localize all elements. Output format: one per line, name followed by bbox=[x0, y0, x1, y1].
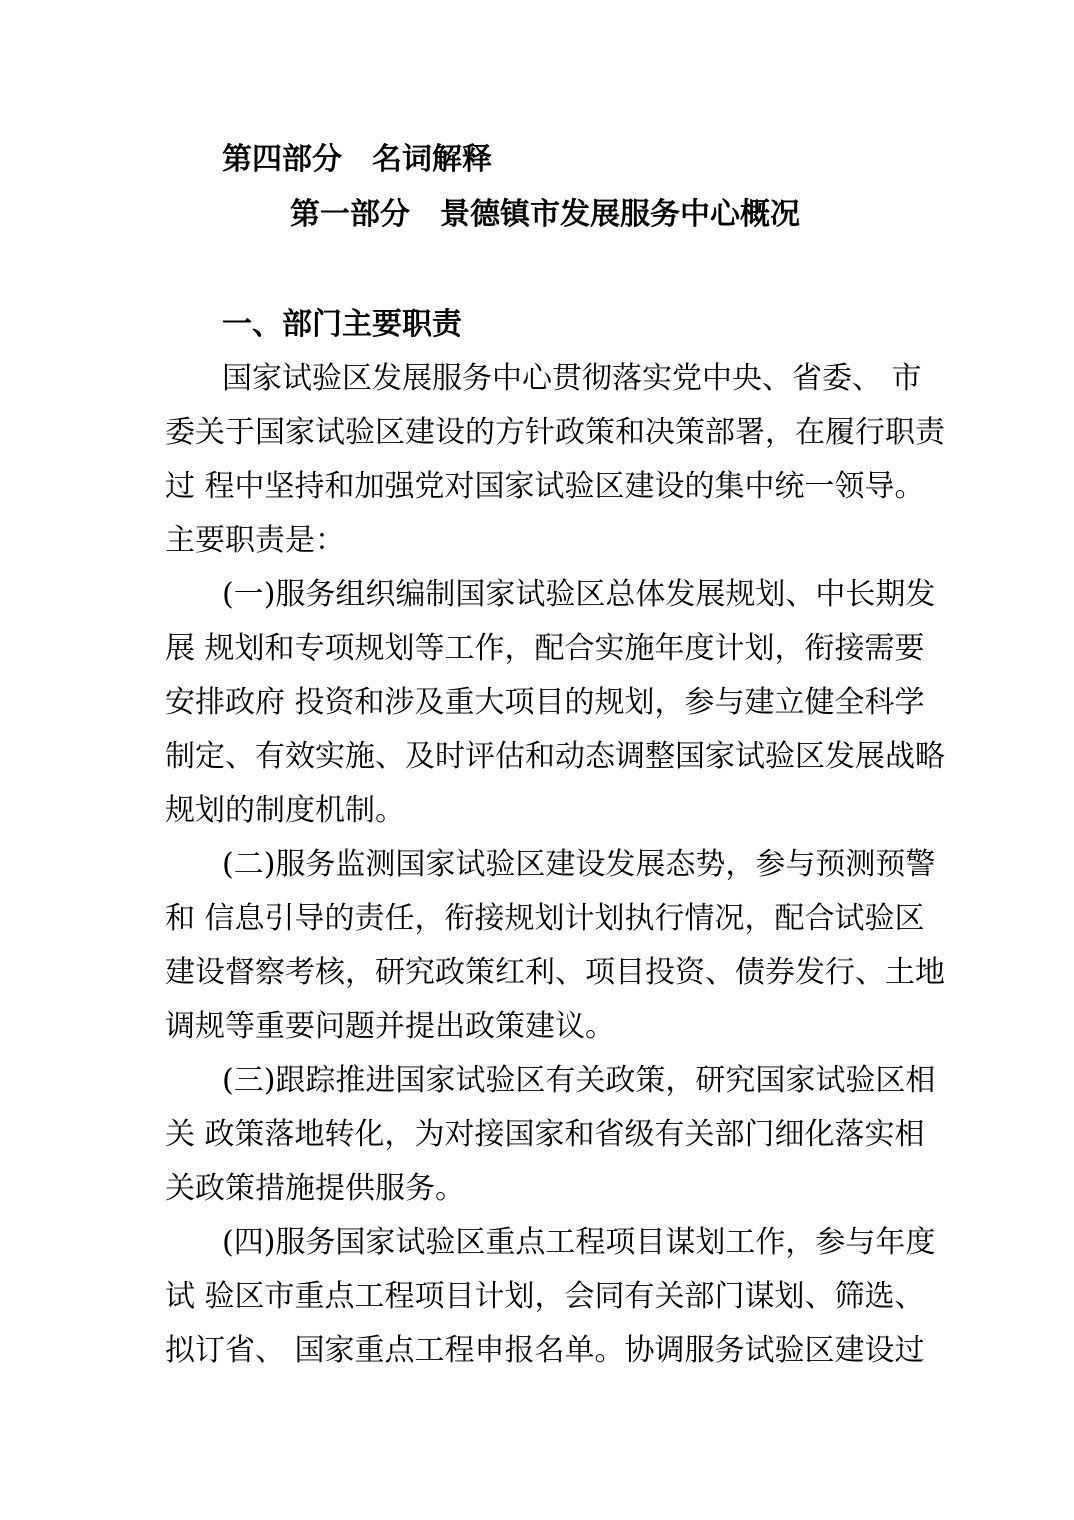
paragraph-line: 试 验区市重点工程项目计划，会同有关部门谋划、筛选、 bbox=[165, 1279, 925, 1314]
paragraph-line: (二)服务监测国家试验区建设发展态势，参与预测预警 bbox=[222, 847, 936, 882]
paragraph-line: 关 政策落地转化，为对接国家和省级有关部门细化落实相 bbox=[165, 1117, 925, 1152]
heading-part4: 第四部分 名词解释 bbox=[222, 142, 492, 177]
paragraph-line: 制定、有效实施、及时评估和动态调整国家试验区发展战略 bbox=[165, 739, 945, 774]
paragraph-line: 规划的制度机制。 bbox=[165, 793, 405, 828]
paragraph-line: 关政策措施提供服务。 bbox=[165, 1171, 465, 1206]
heading-part1: 第一部分 景德镇市发展服务中心概况 bbox=[290, 197, 800, 232]
paragraph-line: 调规等重要问题并提出政策建议。 bbox=[165, 1009, 615, 1044]
paragraph-line: 委关于国家试验区建设的方针政策和决策部署，在履行职责 bbox=[165, 415, 945, 450]
paragraph-line: 安排政府 投资和涉及重大项目的规划，参与建立健全科学 bbox=[165, 685, 925, 720]
paragraph-line: 展 规划和专项规划等工作，配合实施年度计划，衔接需要 bbox=[165, 631, 925, 666]
paragraph-line: 国家试验区发展服务中心贯彻落实党中央、省委、 市 bbox=[222, 361, 922, 396]
paragraph-line: 拟订省、 国家重点工程申报名单。协调服务试验区建设过 bbox=[165, 1333, 925, 1368]
paragraph-line: (四)服务国家试验区重点工程项目谋划工作，参与年度 bbox=[222, 1225, 936, 1260]
paragraph-line: 建设督察考核，研究政策红利、项目投资、债券发行、土地 bbox=[165, 955, 945, 990]
paragraph-line: 和 信息引导的责任，衔接规划计划执行情况，配合试验区 bbox=[165, 901, 925, 936]
paragraph-line: 过 程中坚持和加强党对国家试验区建设的集中统一领导。 bbox=[165, 469, 925, 504]
paragraph-line: 主要职责是： bbox=[165, 523, 345, 558]
paragraph-line: (三)跟踪推进国家试验区有关政策，研究国家试验区相 bbox=[222, 1063, 936, 1098]
paragraph-line: (一)服务组织编制国家试验区总体发展规划、中长期发 bbox=[222, 577, 936, 612]
section-title: 一、部门主要职责 bbox=[222, 307, 462, 342]
